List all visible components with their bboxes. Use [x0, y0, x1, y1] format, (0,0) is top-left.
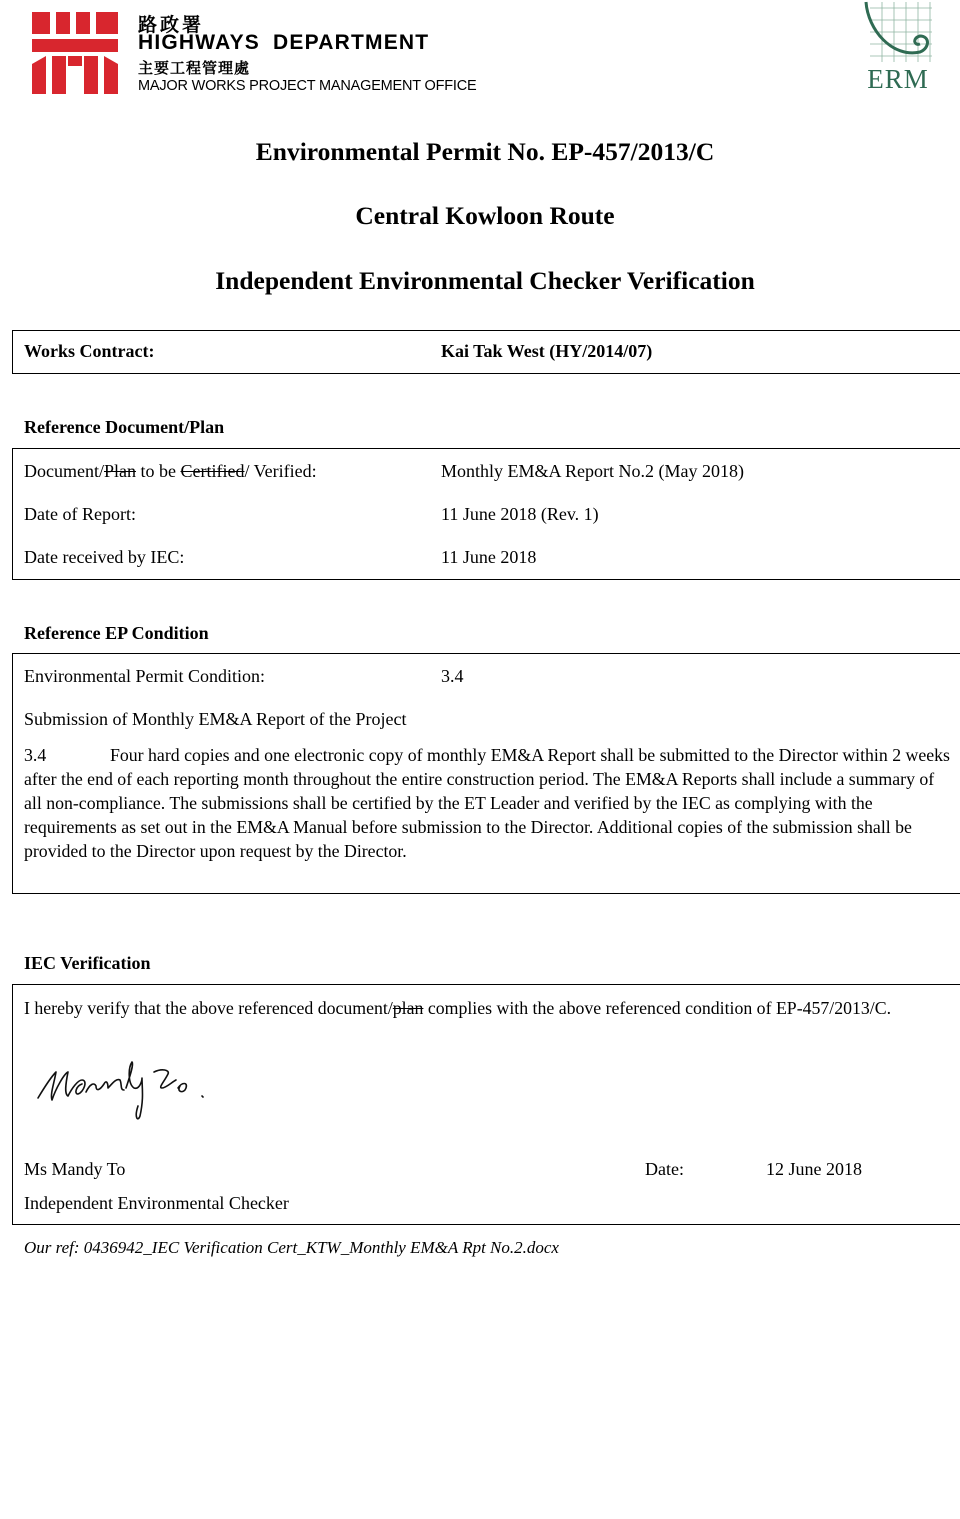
date-value: 12 June 2018 [766, 1159, 862, 1179]
works-contract-label: Works Contract: [24, 341, 155, 361]
highways-department-logo [32, 12, 118, 94]
erm-logo-icon [862, 0, 934, 68]
signature-image [30, 1058, 230, 1133]
iec-statement [24, 996, 954, 1020]
date-of-report-label: Date of Report: [24, 504, 136, 524]
document-label-part: Document/ [24, 461, 104, 481]
signatory-role: Independent Environmental Checker [24, 1193, 289, 1213]
document-value: Monthly EM&A Report No.2 (May 2018) [441, 461, 744, 481]
ep-clause-number: 3.4 [24, 745, 47, 765]
document-label [24, 461, 317, 482]
ep-condition-label: Environmental Permit Condition: [24, 666, 265, 686]
iec-verification-heading: IEC Verification [24, 953, 151, 973]
erm-logo-text: ERM [867, 64, 929, 94]
date-received-label: Date received by IEC: [24, 547, 185, 567]
date-received-value: 11 June 2018 [441, 547, 537, 567]
permit-title: Environmental Permit No. EP-457/2013/C [255, 137, 715, 166]
iec-statement-part: complies with the above referenced condition of EP-457/2013/C. [423, 998, 892, 1018]
date-of-report-value: 11 June 2018 (Rev. 1) [441, 504, 599, 524]
our-reference: Our ref: 0436942_IEC Verification Cert_KTW_Monthly EM&A Rpt No.2.docx [24, 1238, 559, 1257]
document-label-part: to be [136, 461, 181, 481]
document-label-part: / Verified: [244, 461, 317, 481]
office-english-name: MAJOR WORKS PROJECT MANAGEMENT OFFICE [138, 78, 477, 94]
document-title: Independent Environmental Checker Verification [215, 266, 755, 295]
ep-condition-value: 3.4 [441, 666, 464, 686]
document-label-struck-plan: Plan [103, 461, 136, 481]
ep-clause-text: Four hard copies and one electronic copy of monthly EM&A Report shall be submitted to the Director within 2 weeks after the end of each reporting month throughout the entire construction period. The EM&A Reports shall include a summary of all non-compliance. The submissions shall be certified by the ET Leader and verified by the IEC as complying with the requirements as set out in the EM&A Manual before submission to the Director. Additional copies of the submission shall be provided to the Director upon request by the Director. [24, 745, 950, 861]
signatory-name: Ms Mandy To [24, 1159, 126, 1179]
works-contract-value: Kai Tak West (HY/2014/07) [441, 341, 653, 361]
iec-statement-struck-plan: plan [392, 998, 424, 1018]
org-english-name: HIGHWAYS DEPARTMENT [138, 31, 430, 54]
document-label-struck-certified: Certified [180, 461, 245, 481]
reference-document-heading: Reference Document/Plan [24, 417, 225, 437]
date-label: Date: [645, 1159, 684, 1179]
route-title: Central Kowloon Route [355, 201, 615, 230]
org-chinese-name: 路政署 [138, 14, 205, 36]
ep-subheading: Submission of Monthly EM&A Report of the Project [24, 709, 407, 729]
ep-clause [24, 743, 954, 863]
reference-ep-heading: Reference EP Condition [24, 623, 209, 643]
office-chinese-name: 主要工程管理處 [138, 59, 251, 77]
iec-statement-part: I hereby verify that the above referenced document/ [24, 998, 393, 1018]
